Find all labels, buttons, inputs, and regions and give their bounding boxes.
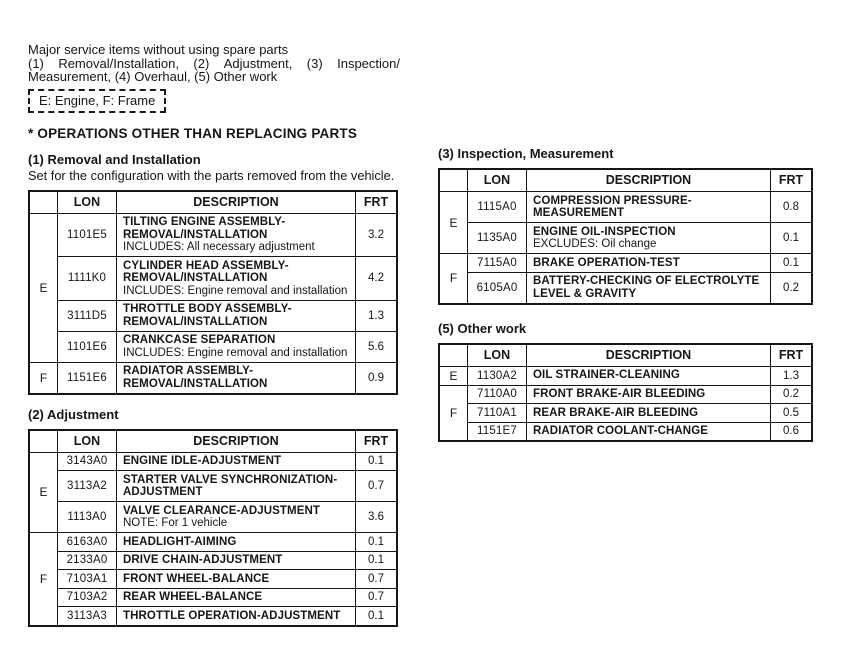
- description-line: FRONT BRAKE-AIR BLEEDING: [533, 388, 706, 400]
- description-cell: [117, 502, 356, 533]
- description-line: REAR BRAKE-AIR BLEEDING: [533, 406, 699, 419]
- description-line: OIL STRAINER-CLEANING: [533, 369, 680, 382]
- lon-cell: 1111K0: [58, 257, 117, 301]
- description-cell: [117, 551, 356, 570]
- other-work-table: [438, 343, 813, 443]
- description-cell: [527, 366, 771, 385]
- frt-cell: 0.1: [356, 607, 398, 626]
- description-line: HEADLIGHT-AIMING: [123, 535, 237, 548]
- description-line: RADIATOR ASSEMBLY-: [123, 365, 254, 377]
- left-column: [28, 43, 400, 627]
- section-adjustment: [28, 407, 400, 627]
- frt-cell: 0.8: [771, 192, 813, 223]
- column-header: DESCRIPTION: [527, 169, 771, 192]
- section-other-work: [438, 321, 813, 443]
- description-cell: [527, 272, 771, 304]
- table-header-row: [29, 191, 397, 214]
- frt-cell: 0.9: [356, 362, 398, 394]
- column-header: [439, 169, 468, 192]
- frt-cell: 0.5: [771, 404, 813, 423]
- column-header: FRT: [356, 191, 398, 214]
- lon-cell: 1101E6: [58, 331, 117, 362]
- table-row: [29, 300, 397, 331]
- lon-cell: 1151E7: [468, 422, 527, 441]
- legend-text: E: Engine, F: Frame: [39, 92, 156, 108]
- description-note: INCLUDES: All necessary adjustment: [123, 241, 315, 253]
- column-header: LON: [468, 344, 527, 367]
- table-row: [29, 588, 397, 607]
- column-header: LON: [58, 430, 117, 453]
- table-row: [29, 607, 397, 626]
- lon-cell: 7115A0: [468, 254, 527, 273]
- table-row: [29, 257, 397, 301]
- frt-cell: 0.1: [356, 533, 398, 552]
- frt-cell: 5.6: [356, 331, 398, 362]
- column-header: [29, 191, 58, 214]
- description-cell: [117, 452, 356, 471]
- section-inspection-measurement: [438, 146, 813, 305]
- table-row: [29, 551, 397, 570]
- section-removal-installation: [28, 152, 400, 395]
- description-cell: [527, 422, 771, 441]
- lon-cell: 7103A2: [58, 588, 117, 607]
- intro-line2-segment: (1): [28, 55, 44, 71]
- description-cell: [117, 588, 356, 607]
- frt-cell: 1.3: [356, 300, 398, 331]
- description-note: EXCLUDES: Oil change: [533, 238, 657, 250]
- table-row: [439, 404, 812, 423]
- table-row: [439, 422, 812, 441]
- column-header: [29, 430, 58, 453]
- legend-box: [28, 89, 166, 113]
- frt-cell: 0.2: [771, 272, 813, 304]
- group-label-cell: F: [439, 385, 468, 441]
- description-cell: [117, 331, 356, 362]
- group-label-cell: F: [29, 533, 58, 626]
- section-heading: (2) Adjustment: [28, 406, 119, 422]
- intro-line-3: Measurement, (4) Overhaul, (5) Other work: [28, 69, 278, 84]
- column-header: FRT: [771, 169, 813, 192]
- frt-cell: 0.7: [356, 588, 398, 607]
- description-cell: [117, 471, 356, 502]
- table-row: [29, 452, 397, 471]
- lon-cell: 3113A3: [58, 607, 117, 626]
- table-row: [29, 533, 397, 552]
- intro-paragraph: [28, 43, 400, 84]
- intro-line2-segment: (3): [306, 55, 323, 71]
- lon-cell: 6105A0: [468, 272, 527, 304]
- group-label-cell: E: [29, 452, 58, 533]
- adjustment-table: [28, 429, 398, 627]
- section-subtext: Set for the configuration with the parts removed from the vehicle.: [28, 167, 395, 183]
- frt-cell: 1.3: [771, 366, 813, 385]
- table-row: [29, 331, 397, 362]
- inspection-measurement-table: [438, 168, 813, 305]
- column-header: LON: [468, 169, 527, 192]
- frt-cell: 0.1: [356, 452, 398, 471]
- frt-cell: 0.6: [771, 422, 813, 441]
- description-cell: [117, 213, 356, 257]
- description-line: REMOVAL/INSTALLATION: [123, 315, 268, 328]
- table-row: [439, 385, 812, 404]
- lon-cell: 6163A0: [58, 533, 117, 552]
- frt-cell: 0.7: [356, 471, 398, 502]
- description-cell: [117, 533, 356, 552]
- lon-cell: 7110A1: [468, 404, 527, 423]
- column-header: DESCRIPTION: [117, 191, 356, 214]
- lon-cell: 1113A0: [58, 502, 117, 533]
- intro-line2-segment: Inspection/: [337, 55, 400, 71]
- description-line: REMOVAL/INSTALLATION: [123, 228, 268, 241]
- column-header: DESCRIPTION: [117, 430, 356, 453]
- group-label-cell: E: [29, 213, 58, 362]
- table-row: [439, 192, 812, 223]
- description-line: THROTTLE BODY ASSEMBLY-: [123, 303, 292, 315]
- table-header-row: [439, 344, 812, 367]
- table-row: [29, 570, 397, 589]
- description-line: ENGINE IDLE-ADJUSTMENT: [123, 455, 282, 467]
- lon-cell: 3111D5: [58, 300, 117, 331]
- frt-cell: 3.6: [356, 502, 398, 533]
- description-line: TILTING ENGINE ASSEMBLY-: [123, 216, 286, 228]
- description-line: BRAKE OPERATION-TEST: [533, 256, 680, 269]
- description-line: ADJUSTMENT: [123, 486, 203, 498]
- section-heading: (5) Other work: [438, 320, 527, 336]
- description-line: DRIVE CHAIN-ADJUSTMENT: [123, 554, 283, 566]
- table-header-row: [29, 430, 397, 453]
- page-title: * OPERATIONS OTHER THAN REPLACING PARTS: [28, 125, 358, 141]
- section-heading: (1) Removal and Installation: [28, 151, 201, 167]
- intro-line2-segment: Removal/Installation,: [58, 55, 179, 71]
- frt-cell: 4.2: [356, 257, 398, 301]
- description-cell: [527, 385, 771, 404]
- description-line: LEVEL & GRAVITY: [533, 287, 637, 300]
- description-cell: [117, 607, 356, 626]
- column-header: LON: [58, 191, 117, 214]
- description-cell: [527, 192, 771, 223]
- table-row: [29, 502, 397, 533]
- frt-cell: 0.1: [771, 254, 813, 273]
- column-header: DESCRIPTION: [527, 344, 771, 367]
- frt-cell: 0.7: [356, 570, 398, 589]
- frt-cell: 0.2: [771, 385, 813, 404]
- lon-cell: 3113A2: [58, 471, 117, 502]
- lon-cell: 1135A0: [468, 223, 527, 254]
- group-label-cell: E: [439, 192, 468, 254]
- description-line: RADIATOR COOLANT-CHANGE: [533, 425, 709, 437]
- description-cell: [117, 362, 356, 394]
- description-cell: [117, 570, 356, 589]
- description-line: THROTTLE OPERATION-ADJUSTMENT: [123, 609, 341, 622]
- frt-cell: 0.1: [356, 551, 398, 570]
- lon-cell: 3143A0: [58, 452, 117, 471]
- lon-cell: 1151E6: [58, 362, 117, 394]
- intro-line-1: Major service items without using spare parts: [28, 42, 289, 57]
- description-line: REMOVAL/INSTALLATION: [123, 272, 268, 284]
- group-label-cell: F: [29, 362, 58, 394]
- group-label-cell: F: [439, 254, 468, 304]
- intro-line2-segment: Adjustment,: [223, 55, 293, 71]
- frt-cell: 0.1: [771, 223, 813, 254]
- description-cell: [527, 404, 771, 423]
- intro-line2-segment: (2): [193, 55, 210, 71]
- description-line: CRANKCASE SEPARATION: [123, 334, 276, 346]
- table-row: [29, 213, 397, 257]
- table-row: [439, 254, 812, 273]
- description-note: INCLUDES: Engine removal and installation: [123, 346, 348, 359]
- column-header: FRT: [771, 344, 813, 367]
- description-line: BATTERY-CHECKING OF ELECTROLYTE: [533, 275, 760, 287]
- description-note: INCLUDES: Engine removal and installation: [123, 284, 348, 297]
- removal-installation-table: [28, 190, 398, 395]
- group-label-cell: E: [439, 366, 468, 385]
- description-line: REAR WHEEL-BALANCE: [123, 591, 263, 603]
- description-line: COMPRESSION PRESSURE-MEASUREMENT: [533, 194, 692, 219]
- column-header: FRT: [356, 430, 398, 453]
- table-header-row: [439, 169, 812, 192]
- description-cell: [527, 223, 771, 254]
- lon-cell: 7103A1: [58, 570, 117, 589]
- lon-cell: 1101E5: [58, 213, 117, 257]
- description-line: FRONT WHEEL-BALANCE: [123, 572, 270, 585]
- description-line: REMOVAL/INSTALLATION: [123, 377, 268, 390]
- column-header: [439, 344, 468, 367]
- table-row: [439, 272, 812, 304]
- table-row: [439, 366, 812, 385]
- description-cell: [527, 254, 771, 273]
- right-column: [438, 146, 813, 442]
- description-line: CYLINDER HEAD ASSEMBLY-: [123, 259, 289, 272]
- intro-line-2: [28, 57, 400, 71]
- lon-cell: 7110A0: [468, 385, 527, 404]
- section-heading: (3) Inspection, Measurement: [438, 146, 614, 161]
- table-row: [29, 471, 397, 502]
- description-line: VALVE CLEARANCE-ADJUSTMENT: [123, 504, 321, 517]
- description-line: STARTER VALVE SYNCHRONIZATION-: [123, 473, 338, 486]
- table-row: [439, 223, 812, 254]
- description-cell: [117, 257, 356, 301]
- description-note: NOTE: For 1 vehicle: [123, 517, 228, 529]
- frt-cell: 3.2: [356, 213, 398, 257]
- table-row: [29, 362, 397, 394]
- lon-cell: 1130A2: [468, 366, 527, 385]
- lon-cell: 2133A0: [58, 551, 117, 570]
- lon-cell: 1115A0: [468, 192, 527, 223]
- description-cell: [117, 300, 356, 331]
- description-line: ENGINE OIL-INSPECTION: [533, 225, 676, 238]
